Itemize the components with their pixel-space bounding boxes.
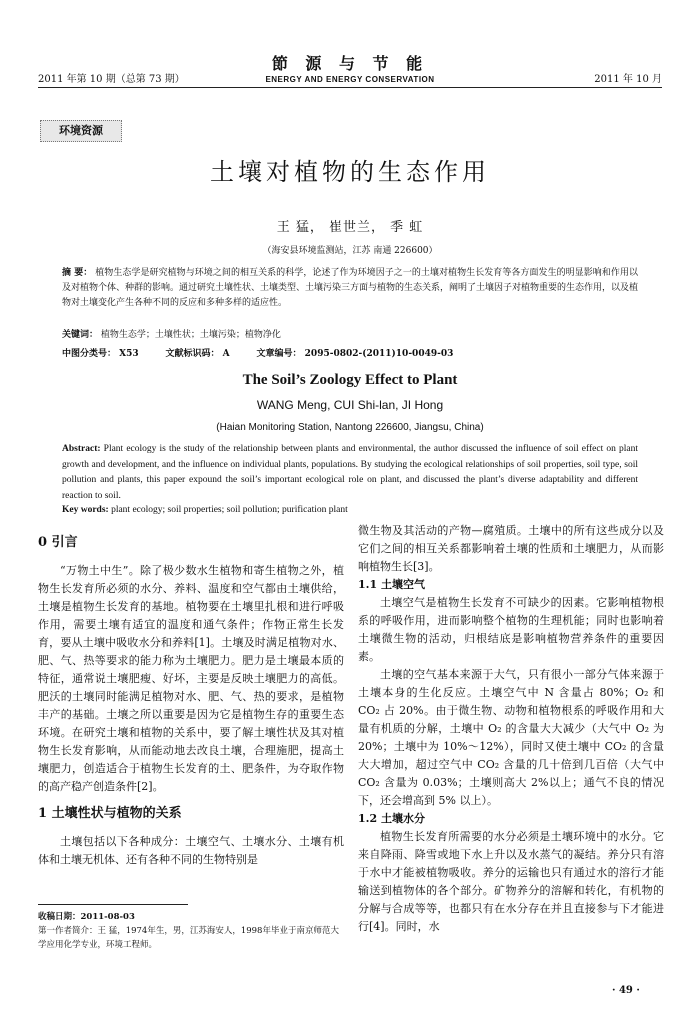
page-number: · 49 ·	[612, 985, 640, 996]
heading-introduction: 0 引言	[38, 535, 78, 550]
paragraph-soil-water: 植物生长发育所需要的水分必须是土壤环境中的水分。它来自降雨、降雪或地下水上升以及水蒸气的凝结。养分只有溶于水中才能被植物吸收。养分的运输也只有通过水的溶行才能输送到植物体的各个部分。矿物养分的溶解和转化，有机物的分解与合成等等，也都只有在水分存在并且直接参与下才能进行[4]。同时，水	[358, 830, 664, 933]
paragraph-continued: 微生物及其活动的产物—腐殖质。土壤中的所有这些成分以及它们之间的相互关系都影响着土壤的性质和土壤肥力，从而影响植物生长[3]。	[358, 524, 664, 573]
affiliation-cn: （海安县环境监测站，江苏 南通 226600）	[262, 246, 438, 256]
heading-section-1-2: 1.2 土壤水分	[358, 812, 425, 825]
heading-section-1-1: 1.1 土壤空气	[358, 578, 425, 591]
abstract-cn	[62, 266, 638, 311]
body-left-column	[38, 534, 344, 869]
heading-section-1: 1 土壤性状与植物的关系	[38, 806, 182, 821]
abstract-en-label: Abstract:	[62, 444, 101, 454]
paragraph-soil-air-1: 土壤空气是植物生长发育不可缺少的因素。它影响植物根系的呼吸作用，进而影响整个植物的生理机能；同时也影响着土壤微生物的活动，归根结底是影响植物营养条件的重要因素。	[358, 596, 664, 663]
keywords-en-text: plant ecology; soil properties; soil pollution; purification plant	[111, 505, 348, 515]
paragraph-section-1: 土壤包括以下各种成分：土壤空气、土壤水分、土壤有机体和土壤无机体、还有各种不同的生物特别是	[38, 835, 344, 866]
section-tag: 环境资源	[40, 120, 122, 142]
paragraph-soil-air-2: 土壤的空气基本来源于大气，只有很小一部分气体来源于土壤本身的生化反应。土壤空气中 N 含量占 80%；O₂ 和 CO₂ 占 20%。由于微生物、动物和植物根系的呼吸作用和大量有机质的分解，土壤中 O₂ 的含量大大减少（大气中 O₂ 为 20%；土壤中为 10%～12%），同时又使土壤中 CO₂ 的含量大大增加，超过空气中 CO₂ 含量的几十倍到几百倍（大气中 CO₂ 含量为 0.03%；土壤则高大 2%以上；通气不良的情况下，还会增高到 5% 以上）。	[358, 668, 664, 807]
abstract-cn-label: 摘 要：	[62, 268, 93, 278]
keywords-cn-text: 植物生态学；土壤性状；土壤污染；植物净化	[100, 330, 281, 340]
keywords-en	[62, 503, 638, 519]
paper-title-cn: 土壤对植物的生态作用	[210, 158, 490, 186]
header-rule	[38, 87, 662, 88]
clc-number: 中图分类号： X53	[62, 349, 139, 359]
authors-cn: 王 猛， 崔世兰， 季 虹	[276, 220, 424, 235]
affiliation-en: (Haian Monitoring Station, Nantong 226600, Jiangsu, China)	[216, 422, 484, 433]
keywords-cn-label: 关键词：	[62, 330, 99, 340]
classification-line	[62, 346, 477, 359]
abstract-en-text: Plant ecology is the study of the relationship between plants and environmental, the author discussed the influence of soil effect on plant growth and development, and the influence on individual plants, populations. By studying the ecological relationships of soil properties, soil type, soil pollution and plants, this paper expound the soil’s important ecological role on plant, and discussed the plant’s diverse adaptability and different reaction to soil.	[62, 444, 639, 501]
paragraph-introduction: “万物土中生”。除了极少数水生植物和寄生植物之外，植物生长发育所必须的水分、养料、温度和空气都由土壤供给，土壤是植物生长发育的基地。植物要在土壤里扎根和进行呼吸作用，需要土壤有适宜的温度和通气条件；作物正常生长发育，要从土壤中吸收水分和养料[1]。土壤及时满足植物对水、肥、气、热等要求的能力称为土壤肥力。肥力是土壤最本质的特征，通常说土壤肥瘦、好坏，主要是反映土壤肥力的高低。肥沃的土壤同时能满足植物对水、肥、气、热的要求，是植物丰产的基础。土壤之所以重要是因为它是植物生存的重要生态环境。在研究土壤和植物的关系中，要了解土壤性状及其对植物生长发育影响，从而能动地去改良土壤，合理施肥，提高土壤肥力，创造适合于植物生长发育的土、肥条件，为夺取作物的高产稳产创造条件[2]。	[38, 564, 344, 793]
footnote-rule	[38, 904, 188, 905]
abstract-cn-text: 植物生态学是研究植物与环境之间的相互关系的科学，论述了作为环境因子之一的土壤对植物生长发育等各方面发生的明显影响和作用以及对植物个体、种群的影响。通过研究土壤性状、土壤类型、土壤污染三方面与植物的生态关系，阐明了土壤因子对植物重要的生态作用，以及植物对土壤变化产生各种不同的反应和多种多样的适应性。	[62, 268, 639, 308]
paper-title-en: The Soil’s Zoology Effect to Plant	[242, 372, 458, 388]
document-code: 文献标识码： A	[165, 349, 230, 359]
body-right-column	[358, 522, 664, 936]
journal-title-cn: 節 源 与 节 能	[271, 54, 429, 73]
footnote	[38, 910, 344, 952]
issue-info: 2011 年第 10 期（总第 73 期）	[38, 74, 185, 85]
issue-date: 2011 年 10 月	[594, 74, 662, 85]
abstract-en	[62, 442, 638, 504]
keywords-cn	[62, 328, 638, 343]
author-bio: 第一作者简介：王 猛，1974年生，男，江苏海安人，1998年毕业于南京师范大学应用化学专业，环境工程师。	[38, 926, 339, 950]
journal-title-en: ENERGY AND ENERGY CONSERVATION	[265, 75, 435, 84]
keywords-en-label: Key words:	[62, 505, 109, 515]
authors-en: WANG Meng, CUI Shi-lan, JI Hong	[256, 398, 444, 412]
article-id: 文章编号： 2095-0802-(2011)10-0049-03	[256, 349, 454, 359]
received-date: 收稿日期：2011-08-03	[38, 912, 135, 922]
